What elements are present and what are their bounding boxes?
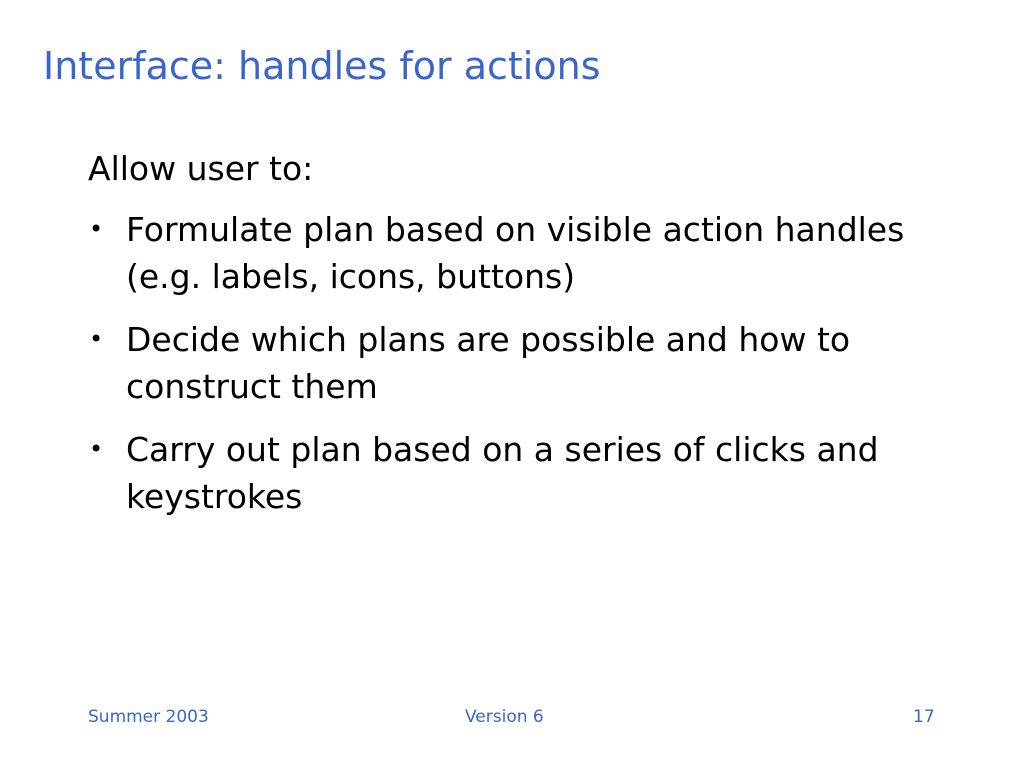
bullet-icon: • [89, 435, 104, 463]
slide-title: Interface: handles for actions [43, 44, 601, 88]
bullet-item [88, 206, 948, 300]
bullet-icon: • [89, 325, 104, 353]
footer-date: Summer 2003 [88, 707, 209, 727]
lead-text: Allow user to: [88, 149, 314, 188]
bullet-text: Formulate plan based on visible action handles (e.g. labels, icons, buttons) [126, 210, 905, 296]
footer-version: Version 6 [465, 707, 544, 727]
bullet-list [88, 206, 948, 536]
bullet-item [88, 316, 948, 410]
bullet-icon: • [89, 215, 104, 243]
bullet-text: Decide which plans are possible and how to construct them [126, 320, 851, 406]
slide-number: 17 [913, 707, 935, 727]
bullet-item [88, 426, 948, 520]
bullet-text: Carry out plan based on a series of clicks and keystrokes [126, 430, 879, 516]
